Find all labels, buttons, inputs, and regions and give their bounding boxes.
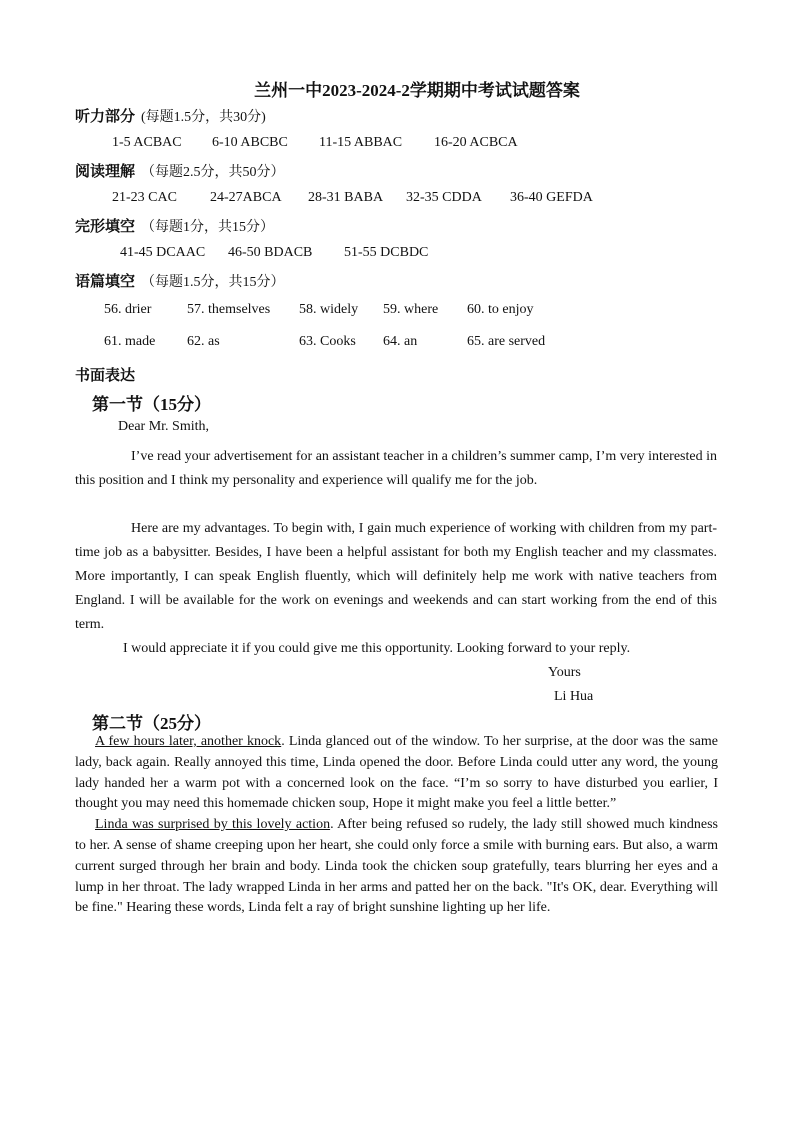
writing-heading: 书面表达 bbox=[75, 368, 136, 384]
story-text: . After being refused so rudely, the lady still showed much kindness to her. A sense of shame creeping upon her heart, she could only force a smile with burning ears. But also, a warm current surged through her brain and body. Linda took the chicken soup gratefully, tears blurring her eyes and a lump in her throat. The lady wrapped Linda in her arms and patted her on the back. "It's OK, dear. Everything will be fine." Hearing these words, Linda felt a ray of bright sunshine lighting up her life. bbox=[75, 817, 718, 916]
letter-closing: Yours bbox=[548, 665, 581, 680]
grammar-answers-row-1 bbox=[104, 302, 534, 318]
answer-item: 56. drier bbox=[104, 302, 152, 317]
answer-item: 61. made bbox=[104, 334, 156, 349]
listening-note: (每题1.5分，共30分) bbox=[141, 110, 266, 125]
answer-item: 57. themselves bbox=[187, 302, 271, 317]
answer-group: 24-27ABCA bbox=[210, 190, 282, 205]
writing-part1-heading: 第一节（15分） bbox=[92, 395, 211, 414]
grammar-answers-row-2 bbox=[104, 334, 545, 350]
answer-group: 1-5 ACBAC bbox=[112, 135, 182, 150]
answer-item: 64. an bbox=[383, 334, 418, 349]
listening-answers bbox=[112, 135, 518, 151]
cloze-heading bbox=[75, 215, 274, 236]
story-prompt-underlined: Linda was surprised by this lovely action bbox=[95, 817, 331, 833]
answer-group: 28-31 BABA bbox=[308, 190, 384, 205]
answer-item: 59. where bbox=[383, 302, 439, 317]
listening-heading-label: 听力部分 bbox=[75, 109, 136, 125]
answer-group: 16-20 ACBCA bbox=[434, 135, 518, 150]
continuation-story bbox=[75, 732, 718, 919]
answer-group: 32-35 CDDA bbox=[406, 190, 482, 205]
page-title: 兰州一中2023-2024-2学期期中考试试题答案 bbox=[254, 81, 580, 100]
grammar-heading bbox=[75, 270, 285, 291]
answer-group: 36-40 GEFDA bbox=[510, 190, 593, 205]
letter-paragraph-1: I’ve read your advertisement for an assistant teacher in a children’s summer camp, I’m very interested in this position and I think my personality and experience will qualify me for the job. bbox=[75, 449, 717, 488]
answer-group: 11-15 ABBAC bbox=[319, 135, 403, 150]
letter-paragraph-2: Here are my advantages. To begin with, I gain much experience of working with children from my part-time job as a babysitter. Besides, I have been a helpful assistant for both my English teacher and my classmates. More importantly, I can speak English fluently, which will definitely help me work with native teachers from England. I will be available for the work on evenings and weekends and can start working from the end of this term. bbox=[75, 521, 717, 632]
answer-group: 41-45 DCAAC bbox=[120, 245, 206, 260]
story-prompt-underlined: A few hours later, another knock bbox=[95, 734, 282, 749]
writing-part2-heading: 第二节（25分） bbox=[92, 714, 211, 733]
answer-group: 21-23 CAC bbox=[112, 190, 177, 205]
answer-item: 60. to enjoy bbox=[467, 302, 534, 317]
answer-group: 46-50 BDACB bbox=[228, 245, 313, 260]
listening-heading bbox=[75, 105, 266, 126]
story-paragraph-2 bbox=[75, 815, 718, 919]
story-paragraph-1 bbox=[75, 732, 718, 815]
cloze-answers bbox=[120, 245, 428, 261]
answer-item: 58. widely bbox=[299, 302, 359, 317]
grammar-heading-label: 语篇填空 bbox=[75, 274, 136, 290]
answer-group: 51-55 DCBDC bbox=[344, 245, 429, 260]
letter-signature: Li Hua bbox=[554, 689, 594, 704]
reading-answers bbox=[112, 190, 593, 206]
grammar-note: （每题1.5分，共15分） bbox=[141, 275, 285, 290]
letter-greeting: Dear Mr. Smith, bbox=[118, 419, 209, 434]
answer-item: 65. are served bbox=[467, 334, 546, 349]
cloze-note: （每题1分，共15分） bbox=[141, 220, 275, 235]
answer-item: 63. Cooks bbox=[299, 334, 356, 349]
story-text: . Linda glanced out of the window. To her surprise, at the door was the same lady, back again. Really annoyed this time, Linda opened the door. Before Linda could utter any word, the young lady handed her a warm pot with a concerned look on the face. “I’m so sorry to have disturbed you earlier, I thought you may need this homemade chicken soup, Hope it might make you feel a little better.” bbox=[75, 734, 719, 812]
reading-heading-label: 阅读理解 bbox=[75, 164, 136, 180]
cloze-heading-label: 完形填空 bbox=[75, 219, 136, 235]
letter-paragraph-3: I would appreciate it if you could give me this opportunity. Looking forward to your reply. bbox=[123, 641, 631, 656]
answer-item: 62. as bbox=[187, 334, 220, 349]
reading-heading bbox=[75, 160, 285, 181]
answer-group: 6-10 ABCBC bbox=[212, 135, 288, 150]
reading-note: （每题2.5分，共50分） bbox=[141, 165, 285, 180]
